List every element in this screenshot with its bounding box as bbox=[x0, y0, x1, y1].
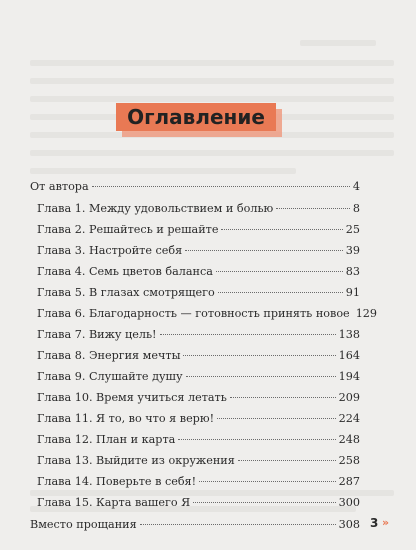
toc-entry-chapter-4[interactable] bbox=[30, 265, 360, 286]
dot-leader bbox=[216, 271, 343, 272]
dot-leader bbox=[160, 334, 336, 335]
dot-leader bbox=[185, 250, 343, 251]
dot-leader bbox=[218, 292, 343, 293]
toc-entry-chapter-5[interactable] bbox=[30, 286, 360, 307]
toc-entry-chapter-12[interactable] bbox=[30, 433, 360, 454]
toc-entry-label: Вместо прощания bbox=[30, 518, 137, 531]
toc-entry-label: Глава 5. В глазах смотрящего bbox=[37, 286, 215, 299]
page-title: Оглавление bbox=[116, 103, 276, 131]
toc-entry-label: Глава 15. Карта вашего Я bbox=[37, 496, 191, 509]
dot-leader bbox=[193, 502, 336, 503]
toc-entry-page: 164 bbox=[338, 349, 360, 362]
toc-entry-chapter-7[interactable] bbox=[30, 328, 360, 349]
next-page-arrows-icon: ›› bbox=[382, 516, 388, 529]
toc-entry-foreword[interactable] bbox=[30, 180, 360, 201]
toc-entry-label: Глава 12. План и карта bbox=[37, 433, 176, 446]
toc-entry-chapter-13[interactable] bbox=[30, 454, 360, 475]
toc-entry-label: Глава 3. Настройте себя bbox=[37, 244, 183, 257]
dot-leader bbox=[178, 439, 335, 440]
toc-entry-chapter-9[interactable] bbox=[30, 370, 360, 391]
show-through-line bbox=[30, 60, 394, 66]
show-through-line bbox=[30, 96, 394, 102]
table-of-contents bbox=[30, 180, 378, 539]
dot-leader bbox=[238, 460, 336, 461]
toc-entry-label: Глава 8. Энергия мечты bbox=[37, 349, 181, 362]
dot-leader bbox=[221, 229, 342, 230]
toc-entry-label: Глава 1. Между удовольствием и болью bbox=[37, 202, 274, 215]
toc-entry-page: 83 bbox=[345, 265, 360, 278]
toc-entry-label: Глава 11. Я то, во что я верю! bbox=[37, 412, 215, 425]
toc-entry-chapter-11[interactable] bbox=[30, 412, 360, 433]
toc-entry-label: От автора bbox=[30, 180, 89, 193]
toc-entry-page: 287 bbox=[338, 475, 360, 488]
toc-entry-label: Глава 13. Выйдите из окружения bbox=[37, 454, 235, 467]
toc-entry-page: 39 bbox=[345, 244, 360, 257]
toc-entry-page: 129 bbox=[355, 307, 378, 320]
toc-entry-page: 25 bbox=[345, 223, 360, 236]
toc-entry-page: 209 bbox=[338, 391, 360, 404]
title-banner bbox=[116, 103, 284, 137]
dot-leader bbox=[140, 524, 336, 525]
toc-entry-label: Глава 6. Благодарность — готовность принять новое bbox=[37, 307, 350, 320]
toc-entry-page: 91 bbox=[345, 286, 360, 299]
dot-leader bbox=[92, 186, 350, 187]
toc-entry-chapter-14[interactable] bbox=[30, 475, 360, 496]
toc-entry-label: Глава 2. Решайтесь и решайте bbox=[37, 223, 219, 236]
toc-entry-page: 300 bbox=[338, 496, 360, 509]
show-through-line bbox=[30, 168, 296, 174]
toc-entry-page: 248 bbox=[338, 433, 360, 446]
toc-entry-label: Глава 9. Слушайте душу bbox=[37, 370, 183, 383]
dot-leader bbox=[186, 376, 336, 377]
toc-entry-page: 8 bbox=[352, 202, 360, 215]
dot-leader bbox=[217, 418, 336, 419]
toc-entry-chapter-6[interactable] bbox=[30, 307, 378, 328]
page-number: 3 bbox=[370, 516, 379, 530]
dot-leader bbox=[199, 481, 336, 482]
toc-entry-chapter-15[interactable] bbox=[30, 496, 360, 517]
toc-entry-page: 258 bbox=[338, 454, 360, 467]
toc-entry-chapter-1[interactable] bbox=[30, 202, 360, 223]
show-through-line bbox=[300, 40, 376, 46]
toc-entry-page: 308 bbox=[338, 518, 360, 531]
toc-entry-chapter-8[interactable] bbox=[30, 349, 360, 370]
toc-entry-farewell[interactable] bbox=[30, 518, 360, 539]
show-through-line bbox=[30, 150, 394, 156]
toc-entry-chapter-3[interactable] bbox=[30, 244, 360, 265]
toc-entry-label: Глава 10. Время учиться летать bbox=[37, 391, 227, 404]
dot-leader bbox=[276, 208, 350, 209]
toc-entry-page: 194 bbox=[338, 370, 360, 383]
show-through-line bbox=[30, 78, 394, 84]
toc-entry-page: 138 bbox=[338, 328, 360, 341]
toc-entry-chapter-10[interactable] bbox=[30, 391, 360, 412]
dot-leader bbox=[230, 397, 336, 398]
dot-leader bbox=[183, 355, 335, 356]
toc-entry-label: Глава 14. Поверьте в себя! bbox=[37, 475, 197, 488]
toc-entry-chapter-2[interactable] bbox=[30, 223, 360, 244]
toc-entry-page: 224 bbox=[338, 412, 360, 425]
toc-entry-label: Глава 4. Семь цветов баланса bbox=[37, 265, 213, 278]
toc-entry-label: Глава 7. Вижу цель! bbox=[37, 328, 157, 341]
toc-entry-page: 4 bbox=[352, 180, 360, 193]
